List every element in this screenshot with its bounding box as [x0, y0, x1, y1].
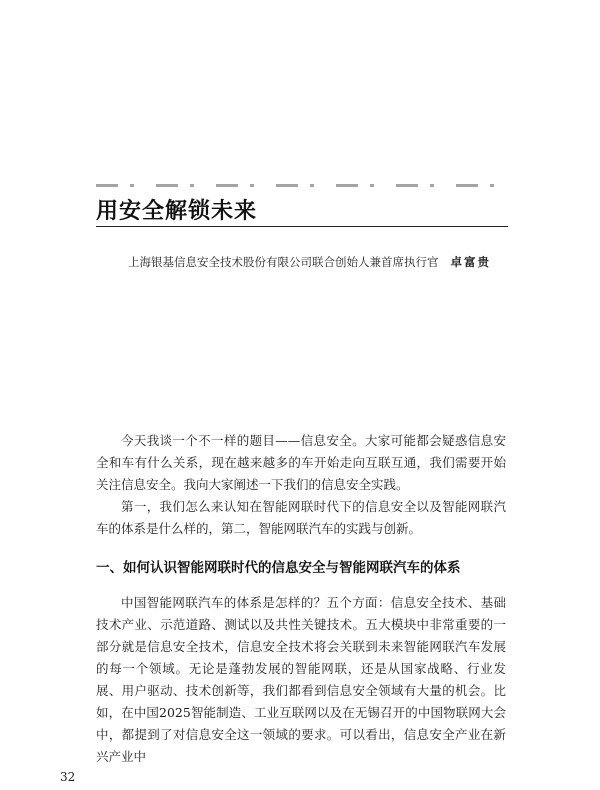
author-affiliation: 上海银基信息安全技术股份有限公司联合创始人兼首席执行官: [128, 255, 439, 269]
top-decorative-rule: [96, 184, 508, 187]
author-name: 卓富贵: [450, 255, 491, 269]
byline: [128, 254, 508, 270]
article-title: 用安全解锁未来: [96, 199, 258, 224]
paragraph: 今天我谈一个不一样的题目——信息安全。大家可能都会疑惑信息安全和车有什么关系，现在越来越多的车开始走向互联互通，我们需要开始关注信息安全。我向大家阐述一下我们的信息安全实践。: [96, 433, 506, 492]
section-heading: 一、如何认识智能网联时代的信息安全与智能网联汽车的体系: [96, 560, 461, 576]
page-number: 32: [60, 770, 76, 784]
paragraph: 中国智能网联汽车的体系是怎样的？五个方面：信息安全技术、基础技术产业、示范道路、测试以及共性关键技术。五大模块中非常重要的一部分就是信息安全技术，信息安全技术将会关联到未来智能网联汽车发展的每一个领域。无论是蓬勃发展的智能网联，还是从国家战略、行业发展、用户驱动、技术创新等，我们都看到信息安全领域有大量的机会。比如，在中国2025智能制造、工业互联网以及在无锡召开的中国物联网大会中，都提到了对信息安全这一领域的要求。可以看出，信息安全产业在新兴产业中: [96, 595, 506, 764]
title-underline: [96, 226, 508, 227]
section-text: [96, 592, 506, 768]
paragraph: 第一，我们怎么来认知在智能网联时代下的信息安全以及智能网联汽车的体系是什么样的，第二，智能网联汽车的实践与创新。: [96, 499, 506, 536]
intro-text: [96, 430, 506, 540]
